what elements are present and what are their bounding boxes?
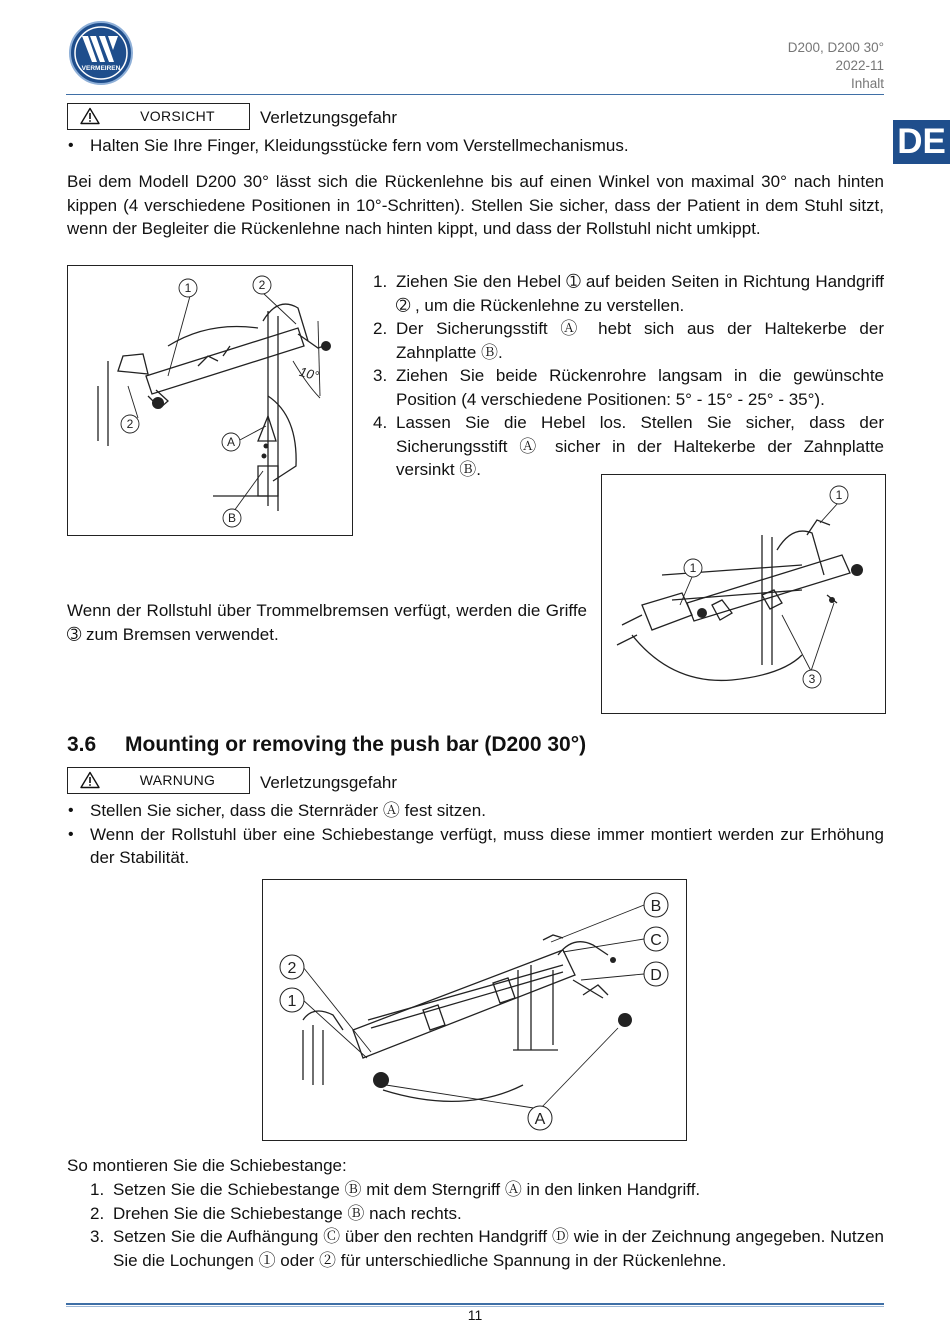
figure2-callout-3: 3 (808, 672, 816, 686)
steps-backrest (371, 270, 884, 482)
figure1-callout-1: 1 (184, 281, 192, 295)
header-date: 2022-11 (835, 58, 884, 73)
language-tab: DE (893, 120, 950, 164)
figure1-callout-2b: 2 (126, 417, 134, 431)
warning-label: WARNUNG (139, 772, 216, 788)
figure1-callout-b: B (227, 511, 237, 525)
figure3-callout-b: B (650, 898, 662, 915)
warning-bullets (67, 799, 884, 870)
mount-intro: So montieren Sie die Schiebestange: (67, 1156, 347, 1175)
list-item: • Halten Sie Ihre Finger, Kleidungsstücke fern vom Verstellmechanismus. (67, 134, 884, 158)
page-number: 11 (467, 1307, 483, 1323)
figure1-callout-a: A (226, 435, 236, 449)
figure1-angle: 10° (297, 363, 321, 384)
vermeiren-logo (68, 20, 134, 86)
caution-bullets (67, 134, 884, 158)
header-model: D200, D200 30° (787, 40, 884, 55)
warning-title: Verletzungsgefahr (260, 773, 398, 792)
list-item: 3. Setzen Sie die Aufhängung Ⓒ über den rechten Handgriff Ⓓ wie in der Zeichnung angegeben. Nutzen Sie die Lochungen ➀ oder ➁ für unterschiedliche Spannung in der Rückenlehne. (90, 1227, 884, 1270)
header-section: Inhalt (850, 76, 884, 91)
figure3-callout-c: C (650, 932, 662, 949)
caution-label: VORSICHT (140, 108, 215, 124)
list-item: 2. Drehen Sie die Schiebestange Ⓑ nach rechts. (90, 1203, 462, 1223)
figure3-callout-1: 1 (287, 993, 297, 1010)
header-rule (66, 94, 884, 95)
section-title: Mounting or removing the push bar (D200 30°) (125, 733, 587, 756)
list-item: 2. Der Sicherungsstift Ⓐ hebt sich aus der Haltekerbe der Zahnplatte Ⓑ. (373, 319, 884, 362)
figure-backrest-adjustment (67, 265, 353, 536)
figure3-callout-d: D (650, 967, 662, 984)
section-number: 3.6 (67, 733, 97, 756)
list-item: 1. Ziehen Sie den Hebel ➀ auf beiden Seiten in Richtung Handgriff ➁ , um die Rückenlehne zu verstellen. (373, 272, 884, 315)
caution-label-box (67, 103, 250, 130)
caution-title: Verletzungsgefahr (260, 108, 398, 127)
list-item: • Stellen Sie sicher, dass die Sternräder Ⓐ fest sitzen. (67, 799, 884, 823)
steps-mount (88, 1178, 884, 1272)
list-item: 4. Lassen Sie die Hebel los. Stellen Sie sicher, dass der Sicherungsstift Ⓐ sicher in der Haltekerbe der Zahnplatte versinkt Ⓑ. (373, 413, 884, 479)
figure1-callout-2: 2 (258, 278, 266, 292)
warning-triangle-icon (80, 107, 100, 125)
drum-brake-text: Wenn der Rollstuhl über Trommelbremsen verfügt, werden die Griffe ➂ zum Bremsen verwendet. (67, 601, 587, 644)
intro-paragraph: Bei dem Modell D200 30° lässt sich die Rückenlehne bis auf einen Winkel von maximal 30° nach hinten kippen (4 verschiedene Positionen in 10°-Schritten). Stellen Sie sicher, dass der Patient in dem Stuhl sitzt, wenn der Begleiter die Rückenlehne nach hinten kippt, und dass der Rollstuhl nicht umkippt. (67, 172, 884, 238)
figure-push-bar (262, 879, 687, 1141)
figure3-callout-2: 2 (287, 960, 297, 977)
figure2-callout-1: 1 (835, 488, 843, 502)
list-item: • Wenn der Rollstuhl über eine Schiebestange verfügt, muss diese immer montiert werden zur Erhöhung der Stabilität. (67, 823, 884, 870)
footer-rule (66, 1303, 884, 1305)
figure3-callout-a: A (534, 1111, 546, 1128)
list-item: 3. Ziehen Sie beide Rückenrohre langsam in die gewünschte Position (4 verschiedene Positionen: 5° - 15° - 25° - 35°). (373, 366, 884, 409)
figure-drum-brake (601, 474, 886, 714)
logo-text: VERMEIREN (81, 65, 121, 72)
warning-triangle-icon (80, 771, 100, 789)
figure2-callout-1b: 1 (689, 561, 697, 575)
list-item: 1. Setzen Sie die Schiebestange Ⓑ mit dem Sterngriff Ⓐ in den linken Handgriff. (90, 1180, 701, 1199)
warning-label-box (67, 767, 250, 794)
